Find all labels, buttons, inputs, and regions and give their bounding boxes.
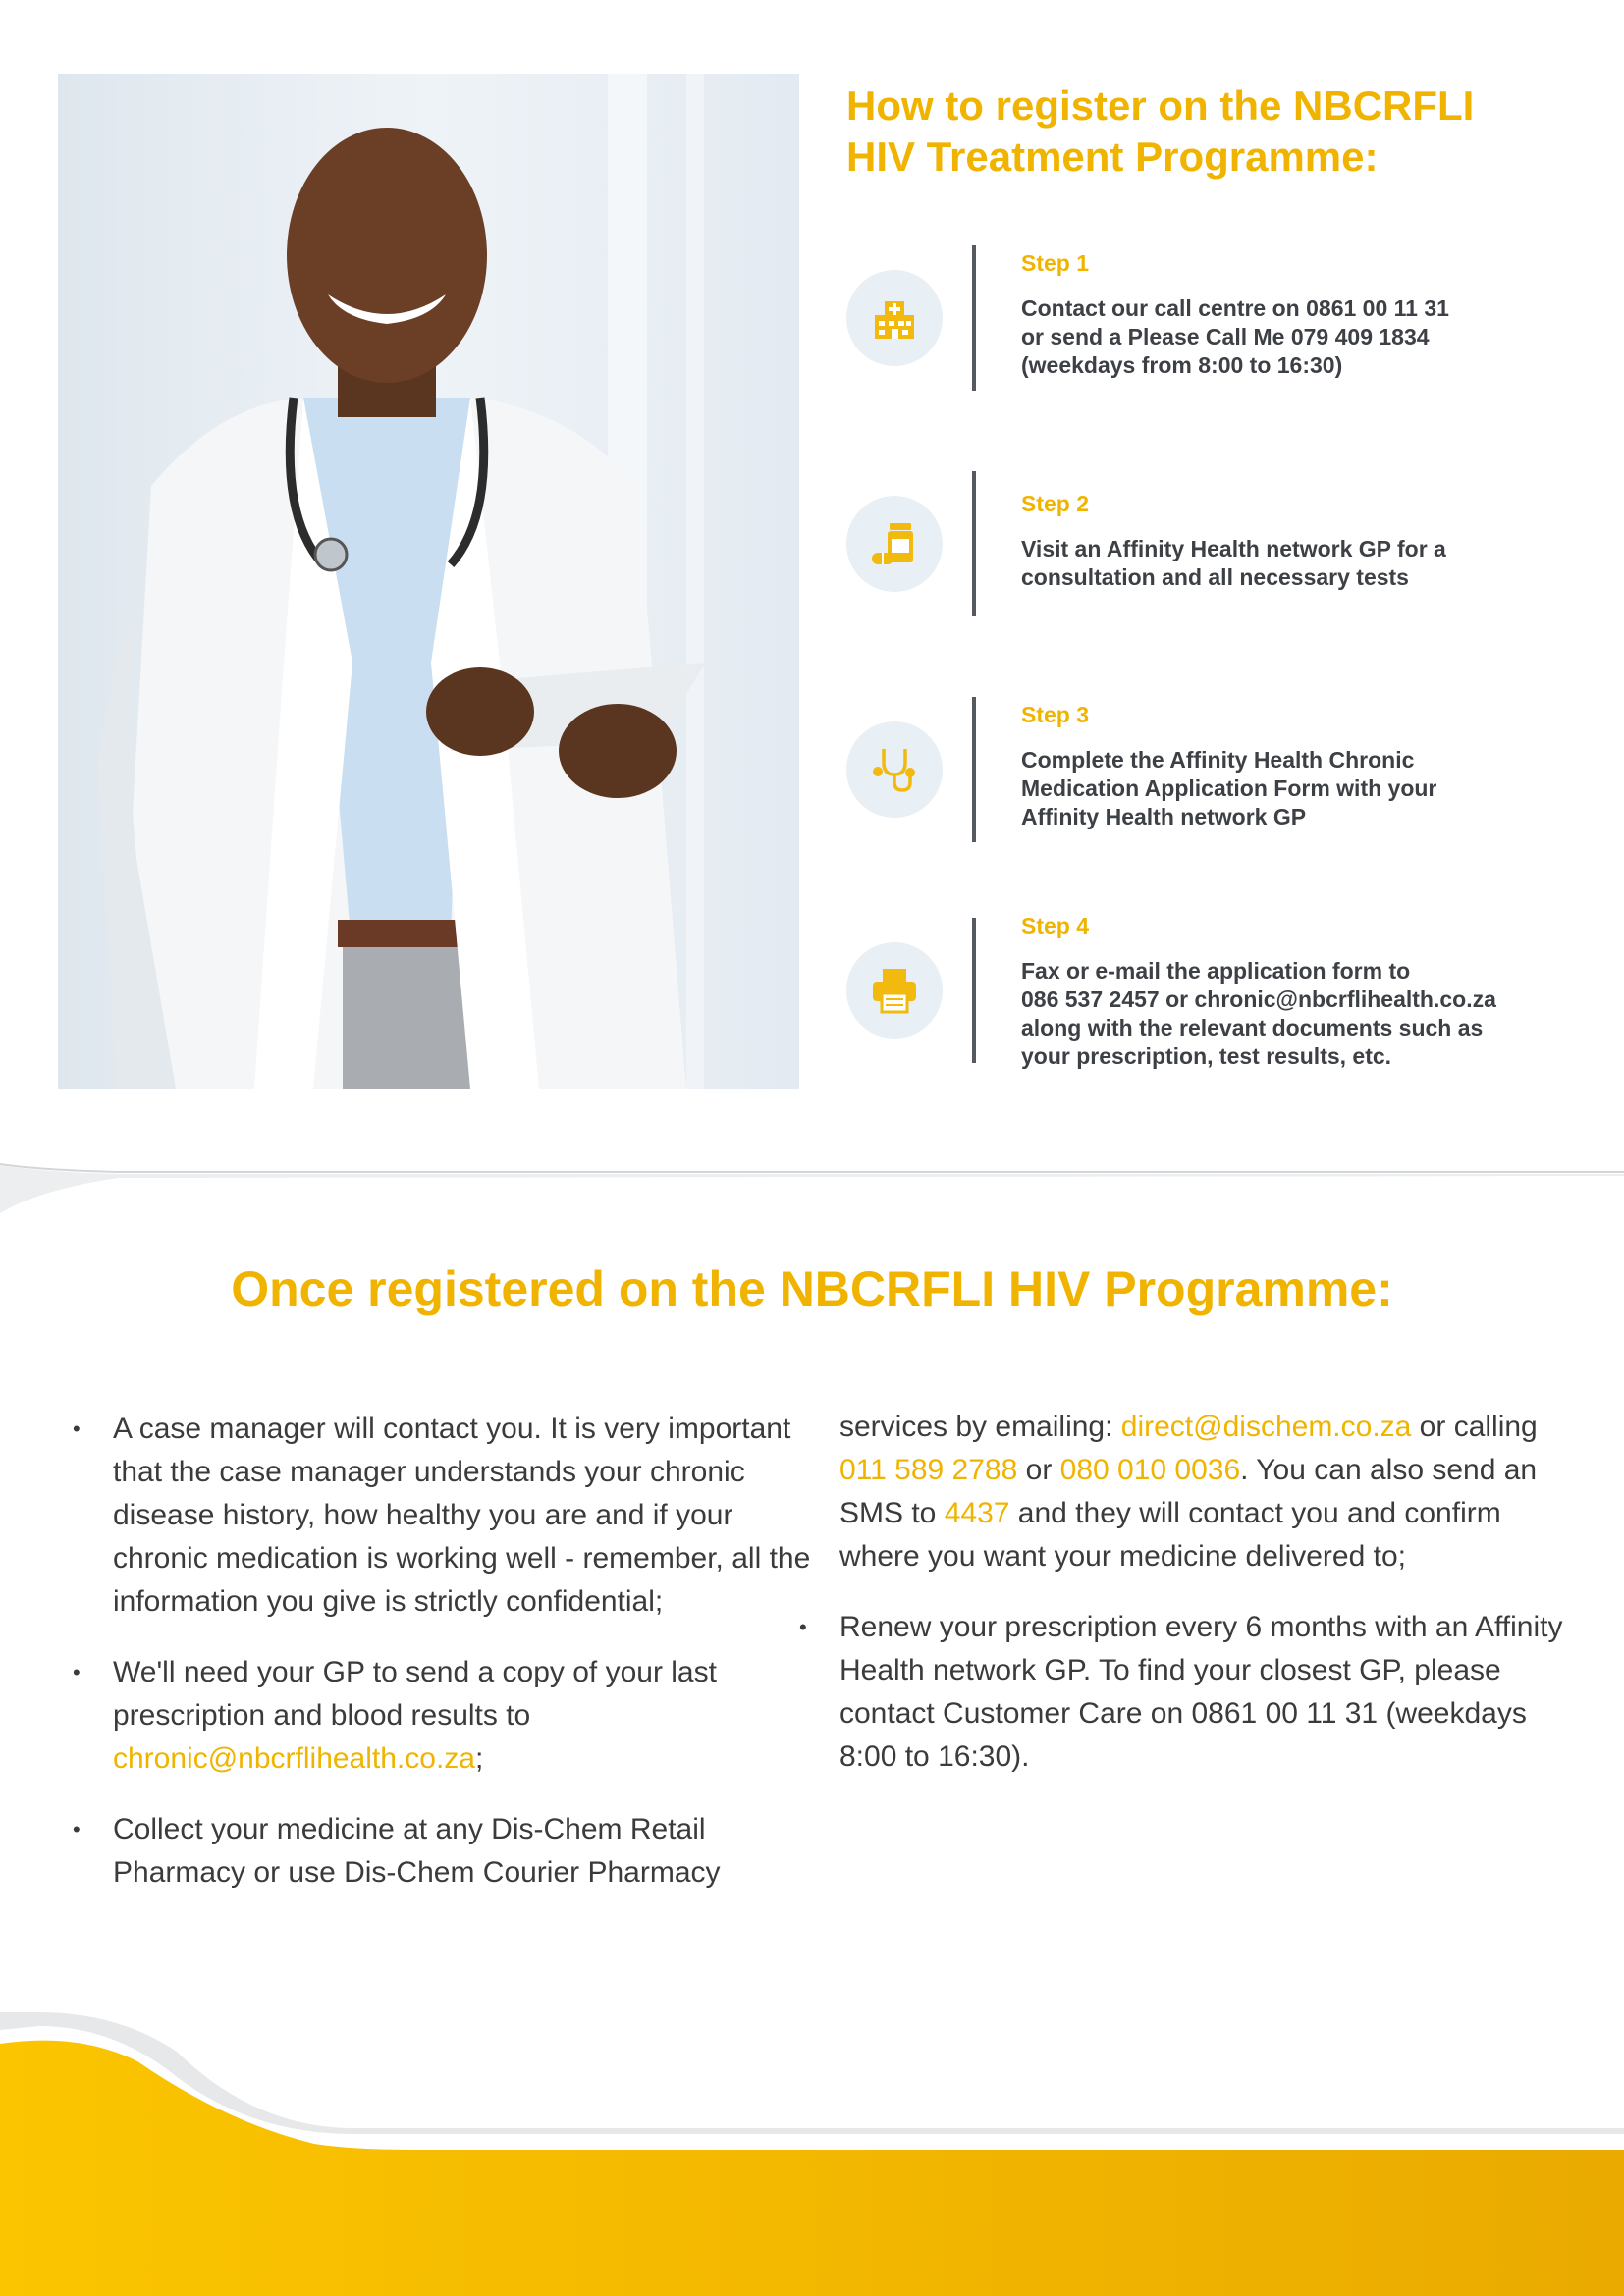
step-4-line: 086 537 2457 or chronic@nbcrflihealth.co.za [1021,987,1496,1012]
sms-number[interactable]: 4437 [944,1497,1010,1529]
bullet-text: Collect your medicine at any Dis-Chem Retail Pharmacy or use Dis-Chem Courier Pharmacy [113,1813,721,1889]
bullet-list-right [799,1406,1566,1806]
step-4-description [1021,957,1624,1071]
bullet-list-left [59,1408,815,1922]
step-2-line: Visit an Affinity Health network GP for a [1021,536,1446,561]
step-3-label: Step 3 [1021,702,1090,727]
bullet-dot: • [799,1615,807,1639]
step-4-icon-circle [846,942,943,1039]
bullet-text: We'll need your GP to send a copy of your last prescription and blood results to [113,1656,717,1732]
step-3-line: Complete the Affinity Health Chronic [1021,747,1415,773]
step-4-line: your prescription, test results, etc. [1021,1043,1392,1069]
step-1 [846,240,1593,398]
bullet-text: A case manager will contact you. It is very important that the case manager understands your chronic disease history, how healthy you are and if your chronic medication is working well - remember, all the information you give is strictly confidential; [113,1413,811,1618]
step-3-description [1021,746,1591,831]
stethoscope-icon [870,745,919,794]
step-4-line: Fax or e-mail the application form to [1021,958,1411,984]
bullet-text: Renew your prescription every 6 months with an Affinity Health network GP. To find your closest GP, please contact Customer Care on 0861 00 11 31 (weekdays 8:00 to 16:30). [839,1611,1563,1773]
step-3-icon-circle [846,721,943,818]
step-3-line: Medication Application Form with your [1021,775,1437,801]
doctor-photo [58,74,799,1089]
bullet-dot: • [73,1660,81,1684]
step-4-label: Step 4 [1021,913,1090,938]
step-2-icon-circle [846,496,943,592]
section-divider [0,1150,1624,1219]
chronic-email-link[interactable]: chronic@nbcrflihealth.co.za [113,1742,475,1775]
bullet-text: or [1017,1454,1060,1486]
step-3 [846,692,1593,849]
step-1-line: (weekdays from 8:00 to 16:30) [1021,352,1343,378]
registration-title-line1: How to register on the NBCRFLI [846,82,1475,129]
bullet-text: ; [474,1742,484,1775]
bullet-text: . You can also send an SMS to [839,1454,1538,1529]
once-registered-title: Once registered on the NBCRFLI HIV Programme: [231,1261,1393,1316]
step-1-line: Contact our call centre on 0861 00 11 31 [1021,295,1449,321]
bullet-text: or calling [1411,1411,1538,1443]
bullet-dot: • [73,1416,81,1441]
bullet-item [59,1808,815,1895]
step-1-divider [972,245,976,391]
registration-title [846,80,1573,183]
step-2-line: consultation and all necessary tests [1021,564,1409,590]
phone-link-2[interactable]: 080 010 0036 [1059,1454,1241,1486]
phone-link-1[interactable]: 011 589 2788 [839,1454,1018,1486]
dischem-email-link[interactable]: direct@dischem.co.za [1120,1411,1412,1443]
bullet-text: and they will contact you and confirm where you want your medicine delivered to; [839,1497,1501,1573]
step-2-label: Step 2 [1021,491,1090,516]
bullet-text: services by emailing: [839,1411,1121,1443]
step-4-line: along with the relevant documents such as [1021,1015,1484,1041]
step-2 [846,466,1593,623]
bullet-item [59,1408,815,1624]
bullet-item [59,1651,815,1781]
bullet-continuation [785,1406,1566,1578]
registration-title-line2: HIV Treatment Programme: [846,133,1379,180]
hospital-icon [870,294,919,343]
step-4-divider [972,918,976,1063]
step-1-line: or send a Please Call Me 079 409 1834 [1021,324,1430,349]
medicine-bottle-icon [870,519,919,568]
bullet-item [785,1606,1566,1779]
step-3-line: Affinity Health network GP [1021,804,1307,829]
step-3-divider [972,697,976,842]
footer-wave [0,2012,1624,2296]
fax-printer-icon [870,966,919,1015]
step-2-divider [972,471,976,616]
step-1-icon-circle [846,270,943,366]
step-1-description [1021,294,1591,380]
step-4 [846,913,1593,1095]
step-2-description [1021,535,1591,592]
bullet-dot: • [73,1817,81,1842]
step-1-label: Step 1 [1021,250,1090,276]
